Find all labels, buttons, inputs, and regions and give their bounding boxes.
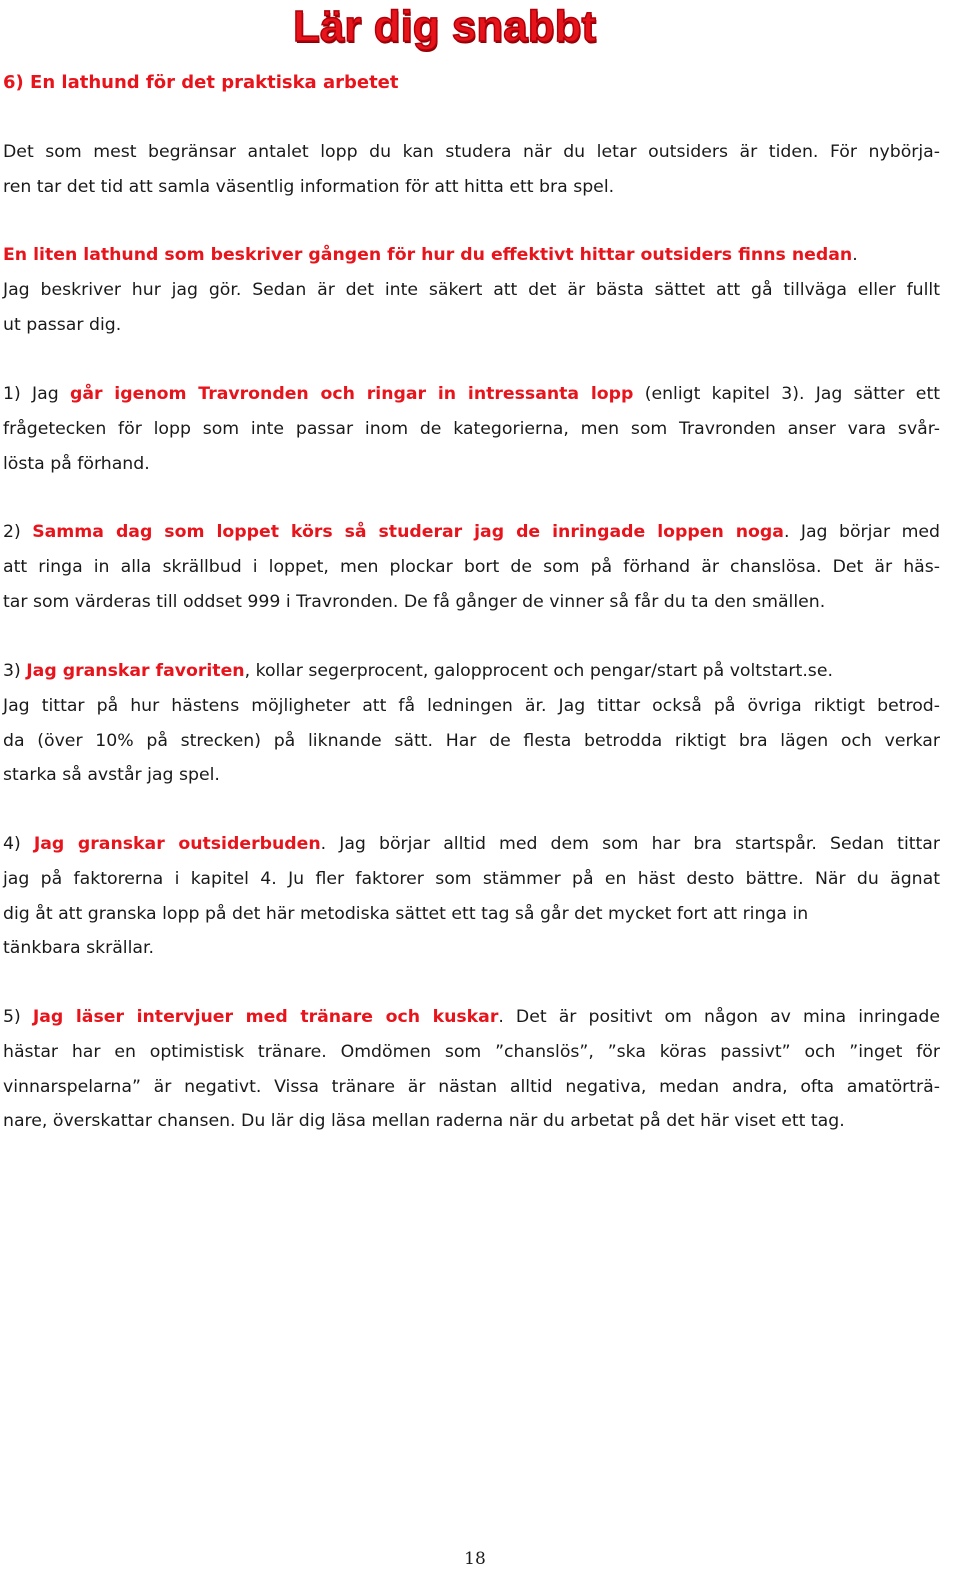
text-line: lösta på förhand. (3, 453, 150, 474)
text-fragment: 4) (3, 834, 34, 854)
text-line: dig åt att granska lopp på det här metodiska sättet ett tag så går det mycket fort att ringa in (3, 903, 809, 924)
text-line (3, 1000, 940, 1035)
text-line: Jag beskriver hur jag gör. Sedan är det inte säkert att det är bästa sättet att gå tillväga eller fullt (3, 279, 940, 300)
emphasis-text: Jag granskar favoriten (26, 661, 245, 681)
text-fragment: . Det är positivt om någon av mina inringade (498, 1007, 940, 1027)
text-line: Jag tittar på hur hästens möjligheter att få ledningen är. Jag tittar också på övriga riktigt betrod- (3, 695, 940, 716)
text-line: tar som värderas till oddset 999 i Travronden. De få gånger de vinner så får du ta den smällen. (3, 591, 826, 612)
text-fragment: 3) (3, 661, 27, 681)
text-line: ut passar dig. (3, 314, 122, 335)
text-fragment: (enligt kapitel 3). Jag sätter ett (633, 384, 940, 404)
paragraph-step-5 (3, 1000, 940, 1139)
emphasis-text: Jag granskar outsiderbuden (33, 834, 321, 854)
text-line (3, 515, 940, 550)
text-fragment: . (852, 245, 858, 265)
emphasis-text: går igenom Travronden och ringar in intressanta lopp (69, 384, 634, 404)
text-line: att ringa in alla skrällbud i loppet, men plockar bort de som på förhand är chanslösa. Det är häs- (3, 556, 940, 577)
text-fragment: . Jag börjar med (783, 522, 941, 542)
paragraph-lathund-intro (3, 238, 940, 342)
paragraph-step-4 (3, 827, 940, 966)
text-fragment: . Jag börjar alltid med dem som har bra startspår. Sedan tittar (320, 834, 940, 854)
text-line: starka så avstår jag spel. (3, 765, 220, 786)
text-line: frågetecken för lopp som inte passar inom de kategorierna, men som Travronden anser vara svår- (3, 418, 940, 439)
text-line (3, 654, 940, 689)
text-fragment: 1) Jag (3, 384, 70, 404)
section-heading: 6) En lathund för det praktiska arbetet (3, 72, 399, 93)
text-fragment: 2) (3, 522, 33, 542)
text-line: jag på faktorerna i kapitel 4. Ju fler faktorer som stämmer på en häst desto bättre. När du ägnat (3, 868, 940, 889)
page-number: 18 (464, 1549, 486, 1569)
text-line: da (över 10% på strecken) på liknande sätt. Har de flesta betrodda riktigt bra lägen och verkar (3, 730, 940, 751)
text-line (3, 827, 940, 862)
text-fragment: 5) (3, 1007, 33, 1027)
text-line (3, 377, 940, 412)
banner-title: Lär dig snabbt (293, 2, 597, 51)
paragraph-step-1 (3, 377, 940, 481)
paragraph-step-3 (3, 654, 940, 793)
text-line: vinnarspelarna” är negativt. Vissa tränare är nästan alltid negativa, medan andra, ofta amatörträ- (3, 1076, 940, 1097)
text-line: hästar har en optimistisk tränare. Omdömen som ”chanslös”, ”ska köras passivt” och ”inget för (3, 1041, 940, 1062)
text-fragment: , kollar segerprocent, galopprocent och pengar/start på voltstart.se. (244, 661, 833, 681)
paragraph-intro (3, 135, 940, 205)
text-line: nare, överskattar chansen. Du lär dig läsa mellan raderna när du arbetat på det här viset ett tag. (3, 1111, 845, 1132)
paragraph-step-2 (3, 515, 940, 619)
text-line: tänkbara skrällar. (3, 938, 154, 959)
emphasis-text: Jag läser intervjuer med tränare och kuskar (32, 1007, 499, 1027)
text-line (3, 238, 940, 273)
text-line: Det som mest begränsar antalet lopp du kan studera när du letar outsiders är tiden. För nybörja- (3, 142, 940, 162)
emphasis-text: En liten lathund som beskriver gången för hur du effektivt hittar outsiders finns nedan (3, 245, 853, 265)
text-line: ren tar det tid att samla väsentlig information för att hitta ett bra spel. (3, 176, 615, 197)
emphasis-text: Samma dag som loppet körs så studerar jag de inringade loppen noga (32, 522, 784, 542)
